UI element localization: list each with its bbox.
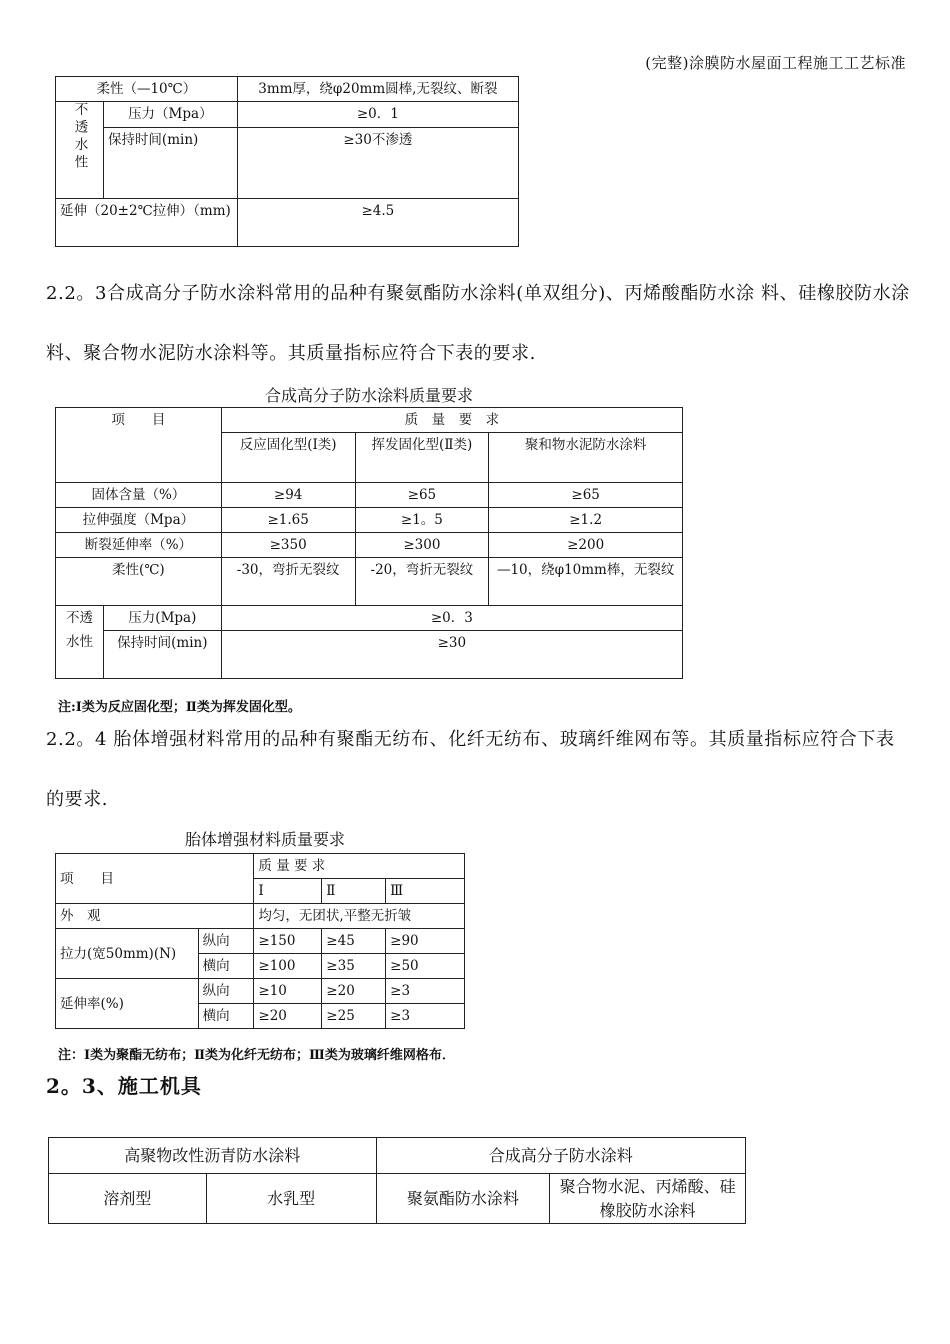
tension-label: 拉力(宽50mm)(N) — [56, 929, 199, 979]
table-row — [56, 631, 683, 679]
table-row — [56, 408, 683, 433]
item-header: 项 目 — [56, 854, 254, 904]
quality-header: 质 量 要 求 — [254, 854, 465, 879]
table-reinforcement-material — [55, 853, 465, 1029]
cell-value: 聚合物水泥、丙烯酸、硅橡胶防水涂料 — [550, 1174, 746, 1224]
table-synthetic-polymer-coating — [55, 407, 683, 679]
table2-caption: 合成高分子防水涂料质量要求 — [264, 386, 473, 405]
hold-time-label: 保持时间(min) — [103, 631, 221, 679]
column-header: 挥发固化型(Ⅱ类) — [355, 433, 489, 483]
hold-time-label: 保持时间(min) — [103, 128, 237, 199]
appearance-label: 外 观 — [56, 904, 254, 929]
cell-value: ≥94 — [221, 483, 355, 508]
paragraph-2-2-3: 2.2。3合成高分子防水涂料常用的品种有聚氨酯防水涂料(单双组分)、丙烯酸酯防水涂 料、硅橡胶防水涂料、聚合物水泥防水涂料等。其质量指标应符合下表的要求. — [46, 283, 910, 364]
table2-note: 注:Ⅰ类为反应固化型；Ⅱ类为挥发固化型。 — [58, 700, 301, 715]
elongation-value: ≥4.5 — [237, 199, 518, 247]
row-label: 断裂延伸率（%） — [56, 533, 222, 558]
table-waterproof-properties — [55, 76, 519, 247]
direction-label: 横向 — [198, 1004, 254, 1029]
cell-value: ≥10 — [254, 979, 322, 1004]
table-row — [56, 128, 519, 199]
cell-value: ≥1.65 — [221, 508, 355, 533]
grade-header: Ⅲ — [386, 879, 465, 904]
paragraph-2-2-4: 2.2。4 胎体增强材料常用的品种有聚酯无纺布、化纤无纺布、玻璃纤维网布等。其质量指标应符合下表的要求. — [46, 729, 895, 810]
group-header-asphalt: 高聚物改性沥青防水涂料 — [49, 1138, 377, 1174]
cell-value: ≥25 — [322, 1004, 386, 1029]
cell-value: 溶剂型 — [49, 1174, 207, 1224]
group-header-synthetic: 合成高分子防水涂料 — [376, 1138, 745, 1174]
cell-value: ≥45 — [322, 929, 386, 954]
column-header: 反应固化型(Ⅰ类) — [221, 433, 355, 483]
cell-value: 聚氨酯防水涂料 — [376, 1174, 550, 1224]
table-row — [56, 533, 683, 558]
table3-note: 注：Ⅰ类为聚酯无纺布；Ⅱ类为化纤无纺布；Ⅲ类为玻璃纤维网格布． — [58, 1048, 455, 1063]
table-row — [49, 1174, 746, 1224]
cell-value: ≥90 — [386, 929, 465, 954]
table-row — [56, 606, 683, 631]
cell-value: ≥20 — [322, 979, 386, 1004]
document-header: (完整)涂膜防水屋面工程施工工艺标准 — [645, 54, 906, 72]
hold-time-value: ≥30不渗透 — [237, 128, 518, 199]
cell-value: ≥20 — [254, 1004, 322, 1029]
direction-label: 纵向 — [198, 979, 254, 1004]
table-row — [49, 1138, 746, 1174]
table-row — [56, 558, 683, 606]
cell-value: 水乳型 — [206, 1174, 376, 1224]
table-row — [56, 77, 519, 102]
cell-value: ≥65 — [355, 483, 489, 508]
table-row — [56, 904, 465, 929]
item-header: 项 目 — [56, 408, 222, 483]
flexibility-value: 3mm厚，绕φ20mm圆棒,无裂纹、断裂 — [237, 77, 518, 102]
quality-header: 质 量 要 求 — [221, 408, 682, 433]
cell-value: ≥35 — [322, 954, 386, 979]
cell-value: ≥50 — [386, 954, 465, 979]
cell-value: ≥65 — [489, 483, 683, 508]
pressure-value: ≥0．3 — [221, 606, 682, 631]
grade-header: Ⅱ — [322, 879, 386, 904]
cell-value: ≥150 — [254, 929, 322, 954]
cell-value: -20，弯折无裂纹 — [355, 558, 489, 606]
direction-label: 纵向 — [198, 929, 254, 954]
pressure-label: 压力(Mpa) — [103, 606, 221, 631]
table3-caption: 胎体增强材料质量要求 — [184, 830, 345, 849]
section-title: 2。3、施工机具 — [46, 1074, 202, 1098]
direction-label: 横向 — [198, 954, 254, 979]
cell-value: —10，绕φ10mm棒，无裂纹 — [489, 558, 683, 606]
cell-value: ≥3 — [386, 1004, 465, 1029]
grade-header: Ⅰ — [254, 879, 322, 904]
cell-value: ≥200 — [489, 533, 683, 558]
hold-time-value: ≥30 — [221, 631, 682, 679]
table-row — [56, 199, 519, 247]
cell-value: ≥1.2 — [489, 508, 683, 533]
table-construction-tools — [48, 1137, 746, 1224]
cell-value: ≥350 — [221, 533, 355, 558]
table-row — [56, 102, 519, 128]
table-row — [56, 979, 465, 1004]
row-label: 固体含量（%） — [56, 483, 222, 508]
row-label: 柔性(℃) — [56, 558, 222, 606]
table-row — [56, 483, 683, 508]
column-header: 聚和物水泥防水涂料 — [489, 433, 683, 483]
flexibility-label: 柔性（—10℃） — [56, 77, 238, 102]
table-row — [56, 508, 683, 533]
table-row — [56, 854, 465, 879]
pressure-value: ≥0．1 — [237, 102, 518, 128]
cell-value: ≥100 — [254, 954, 322, 979]
elongation-label: 延伸率(%) — [56, 979, 199, 1029]
impermeable-group-label: 不透水性 — [56, 606, 104, 679]
table-row — [56, 929, 465, 954]
pressure-label: 压力（Mpa） — [103, 102, 237, 128]
row-label: 拉伸强度（Mpa） — [56, 508, 222, 533]
cell-value: ≥1。5 — [355, 508, 489, 533]
cell-value: ≥300 — [355, 533, 489, 558]
cell-value: -30，弯折无裂纹 — [221, 558, 355, 606]
cell-value: ≥3 — [386, 979, 465, 1004]
impermeable-group-label: 不透水性 — [56, 102, 104, 199]
appearance-value: 均匀，无团状,平整无折皱 — [254, 904, 465, 929]
elongation-label: 延伸（20±2℃拉伸）（mm) — [56, 199, 238, 247]
